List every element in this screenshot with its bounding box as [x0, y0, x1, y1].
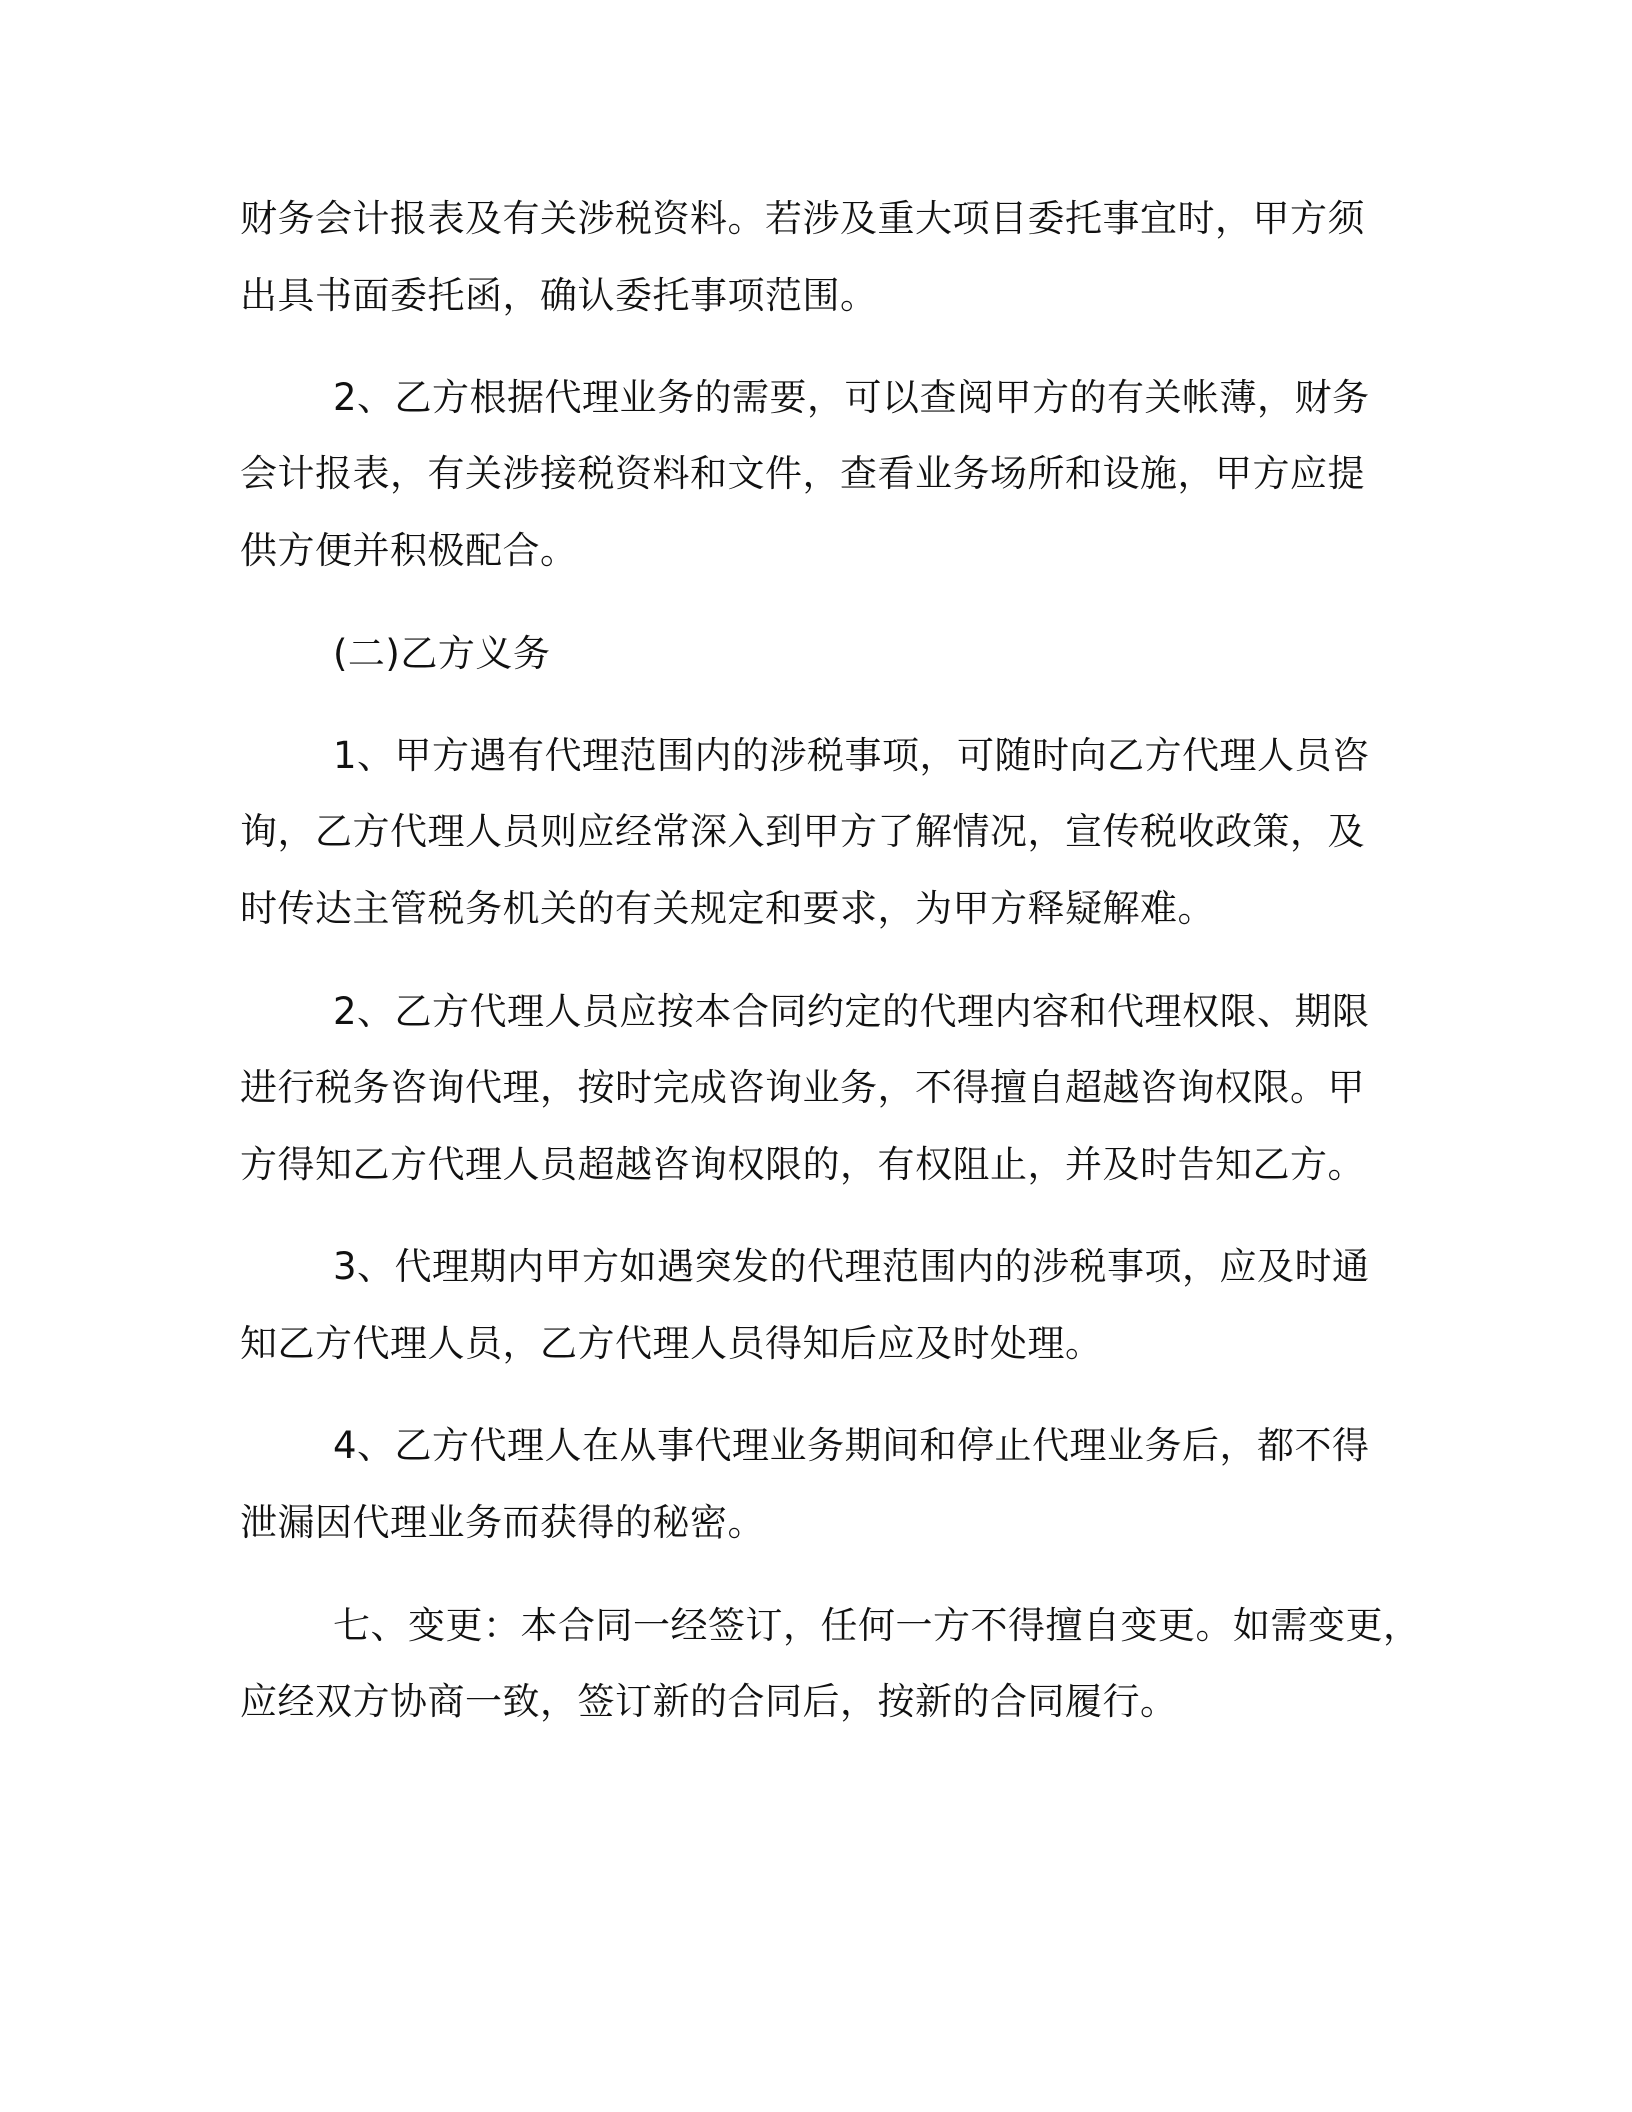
- text-line: 3、代理期内甲方如遇突发的代理范围内的涉税事项，应及时通: [333, 1245, 1370, 1288]
- text-line: 会计报表，有关涉接税资料和文件，查看业务场所和设施，甲方应提: [240, 452, 1365, 495]
- text-line: 财务会计报表及有关涉税资料。若涉及重大项目委托事宜时，甲方须: [240, 197, 1365, 240]
- text-line: 出具书面委托函，确认委托事项范围。: [240, 274, 878, 317]
- text-line: 4、乙方代理人在从事代理业务期间和停止代理业务后，都不得: [333, 1424, 1370, 1467]
- text-line: 1、甲方遇有代理范围内的涉税事项，可随时向乙方代理人员咨: [333, 734, 1370, 777]
- text-line: 询，乙方代理人员则应经常深入到甲方了解情况，宣传税收政策，及: [240, 810, 1365, 853]
- text-line: 时传达主管税务机关的有关规定和要求，为甲方释疑解难。: [240, 887, 1215, 930]
- text-line: 应经双方协商一致，签订新的合同后，按新的合同履行。: [240, 1680, 1178, 1723]
- text-line: 2、乙方代理人员应按本合同约定的代理内容和代理权限、期限: [333, 990, 1370, 1033]
- text-line: 进行税务咨询代理，按时完成咨询业务，不得擅自超越咨询权限。甲: [240, 1066, 1365, 1109]
- text-line: 方得知乙方代理人员超越咨询权限的，有权阻止，并及时告知乙方。: [240, 1143, 1365, 1186]
- text-line: 2、乙方根据代理业务的需要，可以查阅甲方的有关帐薄，财务: [333, 376, 1370, 419]
- text-line: 泄漏因代理业务而获得的秘密。: [240, 1501, 765, 1544]
- text-line: 七、变更：本合同一经签订，任何一方不得擅自变更。如需变更，: [333, 1604, 1421, 1647]
- section-heading: (二)乙方义务: [333, 632, 551, 675]
- text-line: 供方便并积极配合。: [240, 529, 578, 572]
- text-line: 知乙方代理人员，乙方代理人员得知后应及时处理。: [240, 1322, 1103, 1365]
